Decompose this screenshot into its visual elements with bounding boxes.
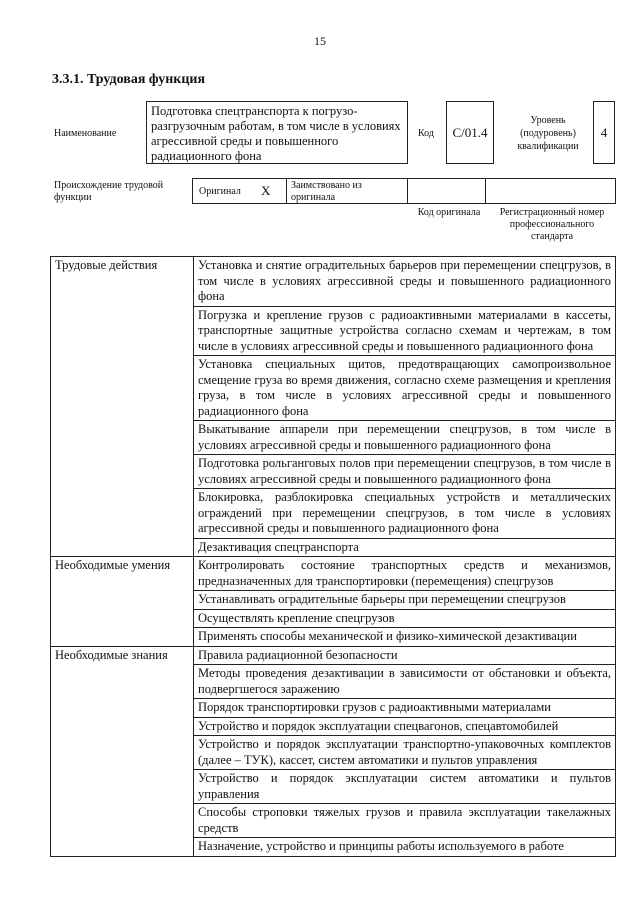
level-box [593, 101, 615, 164]
section-item: Методы проведения дезактивации в зависимости от обстановки и объекта, подвергшегося заражению [194, 665, 616, 699]
section-item: Способы строповки тяжелых грузов и правила эксплуатации такелажных средств [194, 804, 616, 838]
original-mark: X [261, 183, 271, 198]
code-label: Код [418, 128, 434, 139]
section-item: Контролировать состояние транспортных средств и механизмов, предназначенных для транспортировки (перемещения) спецгрузов [194, 557, 616, 591]
level-label: Уровень (подуровень) квалификации [517, 115, 579, 152]
section-item: Установка специальных щитов, предотвращающих самопроизвольное смещение груза во время движения, согласно схеме размещения и крепления груза, в том числе в условиях агрессивной среды и повышенного радиационного фона [194, 356, 616, 421]
reg-number-label: Регистрационный номер профессионального стандарта [499, 207, 605, 242]
code-original-cell [408, 178, 486, 204]
level-value: 4 [600, 124, 608, 140]
code-original-label: Код оригинала [417, 207, 481, 218]
section-item: Назначение, устройство и принципы работы используемого в работе [194, 838, 616, 857]
code-value: C/01.4 [452, 124, 488, 140]
table-row [51, 557, 616, 591]
section-label: Необходимые умения [51, 557, 194, 647]
section-item: Дезактивация спецтранспорта [194, 538, 616, 557]
origin-label: Происхождение трудовой функции [54, 180, 164, 203]
function-name-box [146, 101, 408, 164]
name-label: Наименование [54, 128, 117, 139]
section-item: Подготовка рольганговых полов при перемещении спецгрузов, в том числе в условиях агрессивной среды и повышенного радиационного фона [194, 455, 616, 489]
borrowed-cell [287, 178, 408, 204]
original-cell [192, 178, 287, 204]
section-item: Устройство и порядок эксплуатации спецвагонов, спецавтомобилей [194, 717, 616, 736]
section-heading: 3.3.1. Трудовая функция [52, 72, 206, 87]
section-label: Необходимые знания [51, 646, 194, 856]
section-item: Правила радиационной безопасности [194, 646, 616, 665]
code-box [446, 101, 494, 164]
section-item: Выкатывание аппарели при перемещении спецгрузов, в том числе в условиях агрессивной среды и повышенного радиационного фона [194, 421, 616, 455]
section-item: Погрузка и крепление грузов с радиоактивными материалами в кассеты, транспортные защитные устройства согласно схемам и чертежам, в том числе в условиях агрессивной среды и повышенного радиационного фона [194, 306, 616, 356]
section-item: Устройство и порядок эксплуатации транспортно-упаковочных комплектов (далее – ТУК), кассет, систем автоматики и пультов управления [194, 736, 616, 770]
section-item: Блокировка, разблокировка специальных устройств и металлических ограждений при перемещении спецгрузов, в том числе в условиях агрессивной среды и повышенного радиационного фона [194, 489, 616, 539]
section-item: Установка и снятие оградительных барьеров при перемещении спецгрузов, в том числе в условиях агрессивной среды и повышенного радиационного фона [194, 257, 616, 307]
table-row [51, 257, 616, 307]
section-item: Устанавливать оградительные барьеры при перемещении спецгрузов [194, 591, 616, 610]
function-table [50, 256, 616, 857]
section-item: Осуществлять крепление спецгрузов [194, 609, 616, 628]
section-item: Порядок транспортировки грузов с радиоактивными материалами [194, 699, 616, 718]
reg-number-cell [486, 178, 616, 204]
function-name: Подготовка спецтранспорта к погрузо-разгрузочным работам, в том числе в условиях агрессивной среды и повышенного радиационного фона [151, 104, 401, 163]
table-row [51, 646, 616, 665]
section-item: Устройство и порядок эксплуатации систем автоматики и пультов управления [194, 770, 616, 804]
section-label: Трудовые действия [51, 257, 194, 557]
page-number: 15 [314, 34, 326, 48]
borrowed-label: Заимствовано из оригинала [291, 180, 362, 203]
original-label: Оригинал [199, 186, 241, 197]
origin-row [192, 178, 616, 204]
section-item: Применять способы механической и физико-химической дезактивации [194, 628, 616, 647]
